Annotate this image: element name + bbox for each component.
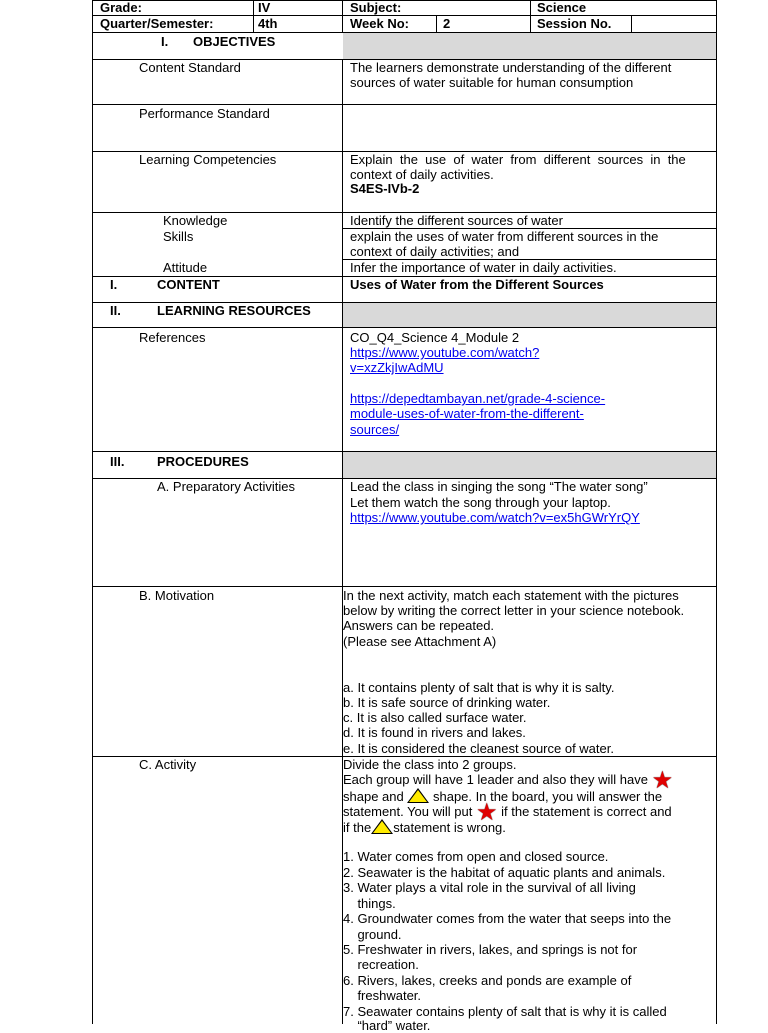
grade-value: IV [258, 0, 271, 15]
activity-item: recreation. [343, 957, 419, 972]
activity-item: 4. Groundwater comes from the water that seeps into the [343, 911, 672, 926]
subject-value: Science [537, 0, 587, 15]
grid-line [530, 0, 531, 32]
motivation-item: a. It contains plenty of salt that is why it is salty. [343, 680, 615, 695]
skills-text-2: context of daily activities; and [350, 244, 520, 259]
activity-text-2-content: Each group will have 1 leader and also they will have [343, 772, 648, 787]
grid-line [92, 0, 717, 1]
motivation-text-3: Answers can be repeated. [343, 618, 495, 633]
content-standard-text-1: The learners demonstrate understanding of the different [350, 60, 672, 75]
activity-text-3b: shape. In the board, you will answer the [432, 789, 663, 804]
grid-line [253, 0, 254, 32]
quarter-label: Quarter/Semester: [100, 16, 214, 31]
activity-text-5b: statement is wrong. [393, 820, 506, 835]
session-label: Session No. [537, 16, 612, 31]
activity-item: 2. Seawater is the habitat of aquatic plants and animals. [343, 865, 666, 880]
activity-text-4b: if the statement is correct and [501, 804, 672, 819]
procedures-title: PROCEDURES [157, 454, 249, 469]
content-standard-text-2: sources of water suitable for human consumption [350, 75, 634, 90]
week-label: Week No: [350, 16, 409, 31]
motivation-text-1: In the next activity, match each statement with the pictures [343, 588, 679, 603]
yellow-triangle-icon [371, 819, 393, 834]
red-star-icon: ★ [651, 767, 674, 794]
competencies-text-2: context of daily activities. [350, 167, 494, 182]
reference-link-deped-2[interactable]: module-uses-of-water-from-the-different- [350, 406, 584, 421]
quarter-value: 4th [258, 16, 278, 31]
grid-line [631, 15, 632, 32]
reference-link-youtube-2[interactable]: v=xzZkjIwAdMU [350, 360, 444, 375]
activity-item: 5. Freshwater in rivers, lakes, and springs is not for [343, 942, 638, 957]
prep-link[interactable]: https://www.youtube.com/watch?v=ex5hGWrYrQY [350, 510, 640, 525]
motivation-item: d. It is found in rivers and lakes. [343, 725, 526, 740]
motivation-label: B. Motivation [139, 588, 215, 603]
prep-text-2: Let them watch the song through your laptop. [350, 495, 611, 510]
red-star-icon: ★ [475, 799, 498, 826]
content-text: Uses of Water from the Different Sources [350, 277, 604, 292]
activity-text-3a: shape and [343, 789, 404, 804]
resources-title: LEARNING RESOURCES [157, 303, 311, 318]
activity-text-2 [343, 767, 674, 794]
motivation-item: e. It is considered the cleanest source of water. [343, 741, 614, 756]
reference-module: CO_Q4_Science 4_Module 2 [350, 330, 520, 345]
content-standard-label: Content Standard [139, 60, 241, 75]
grid-line [92, 0, 93, 1024]
references-label: References [139, 330, 206, 345]
skills-label: Skills [163, 229, 194, 244]
grid-line [92, 327, 717, 328]
reference-link-deped-1[interactable]: https://depedtambayan.net/grade-4-science- [350, 391, 606, 406]
attitude-label: Attitude [163, 260, 208, 275]
prep-text-1: Lead the class in singing the song “The water song” [350, 479, 648, 494]
activity-item: 3. Water plays a vital role in the survival of all living [343, 880, 636, 895]
grid-line [436, 15, 437, 32]
grid-line [92, 104, 717, 105]
content-num: I. [110, 277, 118, 292]
reference-link-youtube-1[interactable]: https://www.youtube.com/watch? [350, 345, 540, 360]
motivation-item: c. It is also called surface water. [343, 710, 527, 725]
activity-item: 7. Seawater contains plenty of salt that is why it is called [343, 1004, 667, 1019]
grid-line [716, 0, 717, 1024]
objectives-title: OBJECTIVES [193, 34, 276, 49]
week-value: 2 [443, 16, 451, 31]
objectives-num: I. [161, 34, 169, 49]
procedures-num: III. [110, 454, 125, 469]
activity-text-4a: statement. You will put [343, 804, 473, 819]
grade-label: Grade: [100, 0, 142, 15]
competencies-label: Learning Competencies [139, 152, 277, 167]
yellow-triangle-icon [407, 788, 429, 803]
prep-label: A. Preparatory Activities [157, 479, 295, 494]
motivation-text-2: below by writing the correct letter in your science notebook. [343, 603, 685, 618]
shaded-cell [343, 303, 716, 327]
activity-text-5a: if the [343, 820, 372, 835]
attitude-text: Infer the importance of water in daily activities. [350, 260, 617, 275]
activity-item: 6. Rivers, lakes, creeks and ponds are example of [343, 973, 632, 988]
motivation-text-4: (Please see Attachment A) [343, 634, 497, 649]
skills-text-1: explain the uses of water from different sources in the [350, 229, 659, 244]
activity-item: freshwater. [343, 988, 422, 1003]
knowledge-text: Identify the different sources of water [350, 213, 563, 228]
activity-item: ground. [343, 927, 402, 942]
knowledge-label: Knowledge [163, 213, 228, 228]
motivation-item: b. It is safe source of drinking water. [343, 695, 551, 710]
grid-line [92, 586, 717, 587]
content-title: CONTENT [157, 277, 220, 292]
activity-label: C. Activity [139, 757, 197, 772]
activity-item: 1. Water comes from open and closed source. [343, 849, 609, 864]
activity-item: “hard” water. [343, 1018, 431, 1033]
shaded-cell [343, 33, 716, 59]
grid-line [342, 0, 343, 32]
competencies-text-1: Explain the use of water from different sources in the [350, 152, 686, 167]
activity-text-4 [343, 799, 672, 826]
subject-label: Subject: [350, 0, 402, 15]
activity-item: things. [343, 896, 396, 911]
shaded-cell [343, 452, 716, 478]
activity-text-1: Divide the class into 2 groups. [343, 757, 517, 772]
activity-text-5 [343, 819, 506, 835]
resources-num: II. [110, 303, 121, 318]
competencies-code: S4ES-IVb-2 [350, 181, 420, 196]
performance-standard-label: Performance Standard [139, 106, 270, 121]
reference-link-deped-3[interactable]: sources/ [350, 422, 400, 437]
activity-text-3 [343, 788, 662, 804]
